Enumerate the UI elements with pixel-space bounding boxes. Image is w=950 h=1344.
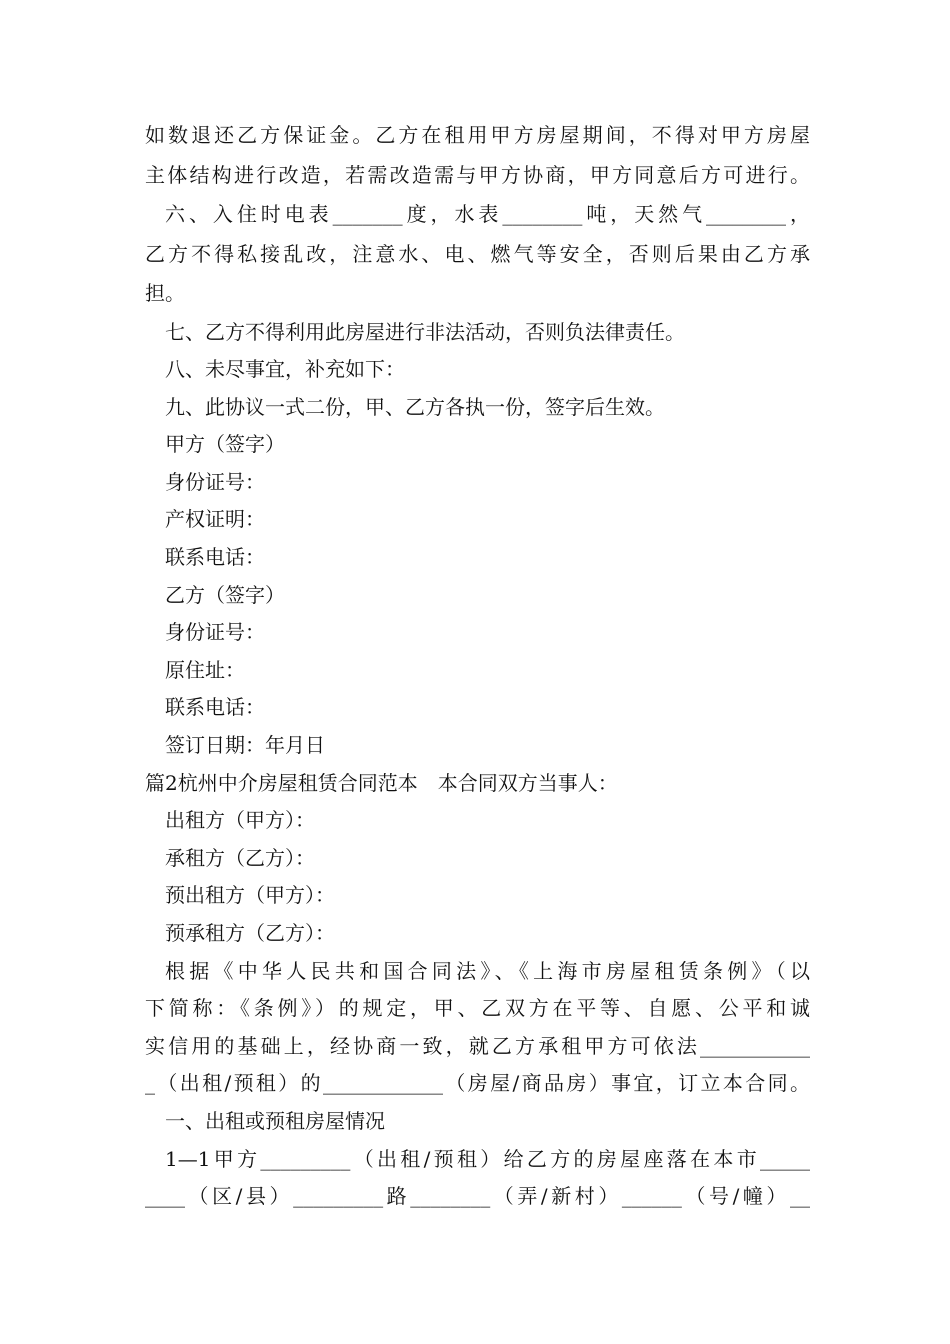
document-line: 如数退还乙方保证金。乙方在租用甲方房屋期间，不得对甲方房屋 (145, 123, 810, 147)
document-line: 七、乙方不得利用此房屋进行非法活动，否则负法律责任。 (165, 319, 685, 344)
document-line: 担。 (145, 281, 185, 305)
document-line: 联系电话： (165, 695, 265, 720)
document-line: 原住址： (165, 657, 245, 682)
document-line: 乙方不得私接乱改，注意水、电、燃气等安全，否则后果由乙方承 (145, 241, 810, 266)
document-line: 篇2杭州中介房屋租赁合同范本 本合同双方当事人： (145, 770, 618, 795)
document-line: 出租方（甲方）： (165, 808, 315, 833)
document-line: 承租方（乙方）： (165, 845, 315, 870)
document-line: 预承租方（乙方）： (165, 921, 335, 945)
document-line: 产权证明： (165, 507, 265, 532)
document-body (145, 116, 810, 1216)
document-line: 签订日期：年月日 (165, 733, 325, 758)
document-line: 联系电话： (165, 545, 265, 570)
document-line: 九、此协议一式二份，甲、乙方各执一份，签字后生效。 (165, 394, 665, 419)
document-line: 下简称：《条例》）的规定，甲、乙双方在平等、自愿、公平和诚 (145, 996, 810, 1021)
document-line: 甲方（签字） (165, 432, 285, 457)
document-line: 根据《中华人民共和国合同法》、《上海市房屋租赁条例》（以 (165, 958, 810, 983)
document-line: 六、入住时电表_______度，水表________吨，天然气________， (165, 202, 810, 226)
document-line: 八、未尽事宜，补充如下： (165, 357, 405, 382)
document-line: 乙方（签字） (165, 582, 285, 607)
document-line: 主体结构进行改造，若需改造需与甲方协商，甲方同意后方可进行。 (145, 162, 810, 187)
document-line: 1—1甲方_________（出租/预租）给乙方的房屋座落在本市_____ (165, 1146, 810, 1171)
document-line: 身份证号： (165, 469, 265, 494)
document-line: ____（区/县）_________路________（弄/新村）______（号/幢）__ (145, 1184, 810, 1209)
document-line: _（出租/预租）的____________（房屋/商品房）事宜，订立本合同。 (145, 1071, 810, 1096)
document-line: 实信用的基础上，经协商一致，就乙方承租甲方可依法___________ (145, 1033, 810, 1058)
document-line: 身份证号： (165, 620, 265, 645)
document-line: 一、出租或预租房屋情况 (165, 1108, 385, 1133)
document-line: 预出租方（甲方）： (165, 883, 335, 908)
